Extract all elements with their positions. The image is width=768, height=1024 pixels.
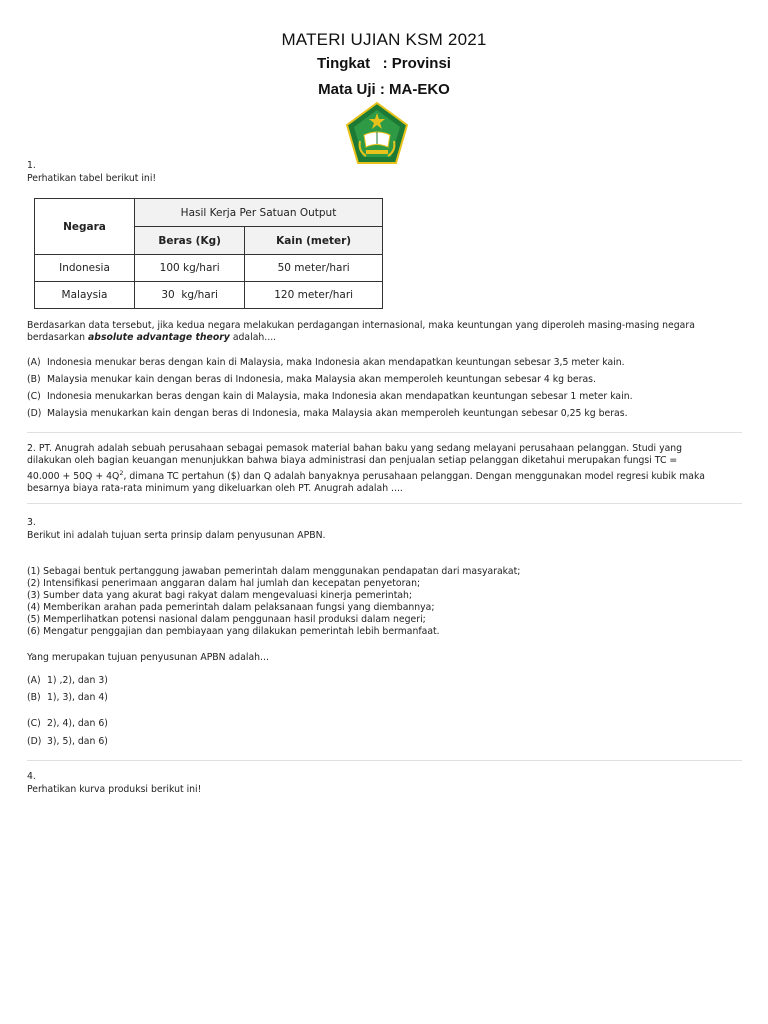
stem-text: adalah.... (229, 332, 277, 343)
question-1-option-a[interactable] (27, 357, 625, 369)
formula-text: , dimana TC pertahun ($) dan Q adalah banyaknya perusahaan pelanggan. Dengan menggunakan model regresi kubik maka (123, 471, 705, 483)
question-1-number: 1. (27, 160, 36, 171)
option-text: Indonesia menukarkan beras dengan kain di Malaysia, maka Indonesia akan mendapatkan keuntungan sebesar 1 meter kain. (47, 391, 633, 402)
question-1-intro: Perhatikan tabel berikut ini! (27, 173, 157, 184)
table-header-group: Hasil Kerja Per Satuan Output (135, 199, 383, 227)
option-text: 1), 3), dan 4) (47, 692, 108, 703)
question-1-option-c[interactable] (27, 391, 633, 403)
question-2-line (27, 467, 742, 483)
question-3-number: 3. (27, 517, 36, 528)
option-label: (C) (27, 391, 41, 402)
question-3-list (27, 566, 742, 638)
option-text: 1) ,2), dan 3) (47, 675, 108, 686)
option-text: 3), 5), dan 6) (47, 736, 108, 747)
option-label: (D) (27, 408, 42, 419)
question-1-stem-line (27, 332, 742, 344)
question-3-intro: Berikut ini adalah tujuan serta prinsip dalam penyusunan APBN. (27, 530, 326, 541)
table-cell: 120 meter/hari (245, 282, 383, 309)
table-header-beras: Beras (Kg) (135, 227, 245, 255)
table-header-kain: Kain (meter) (245, 227, 383, 255)
table-header-negara: Negara (35, 199, 135, 255)
table-cell: 50 meter/hari (245, 255, 383, 282)
formula-text: 40.000 + 50Q + 4Q (27, 471, 120, 483)
formula-exponent: 2 (119, 469, 124, 477)
question-1-option-d[interactable] (27, 408, 628, 420)
question-3-option-c[interactable] (27, 718, 108, 730)
ministry-logo-icon (344, 101, 410, 167)
question-2-line: dilakukan oleh bagian keuangan menunjukkan bahwa biaya administrasi dan penjualan setiap pelanggan diketahui merupakan fungsi TC = (27, 455, 678, 466)
table-cell: Indonesia (35, 255, 135, 282)
option-label: (D) (27, 736, 42, 747)
option-text: Malaysia menukar kain dengan beras di Indonesia, maka Malaysia akan memperoleh keuntungan sebesar 4 kg beras. (47, 374, 596, 385)
list-item: (2) Intensifikasi penerimaan anggaran dalam hal jumlah dan kecepatan penyetoran; (27, 578, 421, 589)
list-item: (6) Mengatur penggajian dan pembiayaan yang dilakukan pemerintah lebih bermanfaat. (27, 626, 440, 637)
question-2-line: besarnya biaya rata-rata minimum yang dikeluarkan oleh PT. Anugrah adalah .... (27, 483, 403, 495)
question-3-option-b[interactable] (27, 692, 108, 704)
question-1-stem (27, 320, 742, 344)
stem-emphasis: absolute advantage theory (88, 332, 230, 343)
stem-text: berdasarkan (27, 332, 89, 343)
divider (27, 432, 742, 433)
question-4-intro: Perhatikan kurva produksi berikut ini! (27, 784, 202, 795)
output-table (34, 198, 383, 309)
question-3-option-d[interactable] (27, 736, 108, 748)
option-text: 2), 4), dan 6) (47, 718, 108, 729)
option-text: Indonesia menukar beras dengan kain di Malaysia, maka Indonesia akan mendapatkan keuntungan sebesar 3,5 meter kain. (47, 357, 625, 368)
table-cell: 30 kg/hari (135, 282, 245, 309)
table-cell: Malaysia (35, 282, 135, 309)
document-title: MATERI UJIAN KSM 2021 (281, 30, 487, 49)
divider (27, 503, 742, 504)
option-label: (A) (27, 675, 41, 686)
question-2-line: 2. PT. Anugrah adalah sebuah perusahaan sebagai pemasok material bahan baku yang sedang melayani perusahaan pelanggan. Studi yang (27, 443, 683, 454)
subject-label: Mata Uji : MA-EKO (318, 81, 450, 98)
list-item: (1) Sebagai bentuk pertanggung jawaban pemerintah dalam menggunakan pendapatan dari masyarakat; (27, 566, 521, 577)
option-text: Malaysia menukarkan kain dengan beras di Indonesia, maka Malaysia akan memperoleh keuntungan sebesar 0,25 kg beras. (47, 408, 628, 419)
question-3-option-a[interactable] (27, 675, 108, 687)
question-4-number: 4. (27, 771, 36, 782)
question-1-stem-line: Berdasarkan data tersebut, jika kedua negara melakukan perdagangan internasional, maka keuntungan yang diperoleh masing-masing negara (27, 320, 695, 331)
option-label: (A) (27, 357, 41, 368)
table-row (35, 255, 383, 282)
list-item: (4) Memberikan arahan pada pemerintah dalam pelaksanaan fungsi yang diembannya; (27, 602, 435, 613)
list-item: (3) Sumber data yang akurat bagi rakyat dalam mengevaluasi kinerja pemerintah; (27, 590, 413, 601)
list-item: (5) Memperlihatkan potensi nasional dalam penggunaan hasil produksi dalam negeri; (27, 614, 426, 625)
option-label: (B) (27, 374, 41, 385)
question-1-option-b[interactable] (27, 374, 596, 386)
option-label: (B) (27, 692, 41, 703)
question-2 (27, 443, 742, 495)
table-cell: 100 kg/hari (135, 255, 245, 282)
question-3-question: Yang merupakan tujuan penyusunan APBN adalah... (27, 652, 269, 663)
option-label: (C) (27, 718, 41, 729)
table-row (35, 282, 383, 309)
level-label: Tingkat : Provinsi (317, 55, 451, 72)
divider (27, 760, 742, 761)
